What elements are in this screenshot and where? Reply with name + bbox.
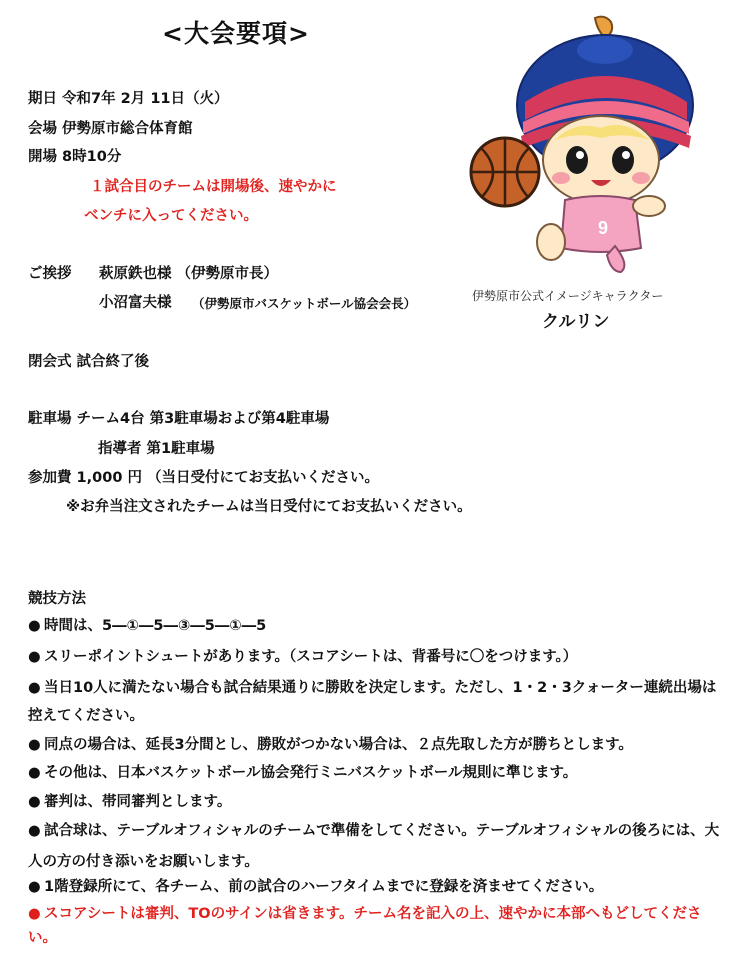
mascot-caption: 伊勢原市公式イメージキャラクター [472,289,664,303]
opening-note-2: ベンチに入ってください。 [84,208,258,224]
mascot-name: クルリン [542,312,610,332]
bullet: ● [28,649,41,665]
parking-line-2: 指導者 第1駐車場 [98,441,215,457]
bullet: ● [28,906,41,922]
rule-text: 同点の場合は、延長3分間とし、勝敗がつかない場合は、２点先取した方が勝ちとします。 [44,737,633,753]
jersey-number: 9 [598,218,609,238]
rule-item [28,873,603,901]
opening-note-1: １試合目のチームは開場後、速やかに [90,179,337,195]
bullet: ● [28,794,41,810]
mascot-illustration [465,10,705,275]
rule-item [28,643,577,671]
fee-note: ※お弁当注文されたチームは当日受付にてお支払いください。 [66,499,472,515]
date-line: 期日 令和7年 2月 11日（火） [28,91,229,107]
rule-text: 時間は、5―①―5―③―5―①―5 [44,618,267,634]
bullet: ● [28,618,41,634]
rules-heading: 競技方法 [28,591,86,607]
opening-line: 開場 8時10分 [28,149,122,165]
rule-item [28,731,633,759]
rule-text: 当日10人に満たない場合も試合結果通りに勝敗を決定します。ただし、1・2・3クォーター連続出場は控えてください。 [28,680,717,724]
rule-item [28,674,723,730]
greeting-label: ご挨拶 [28,266,72,282]
greeting-2-name: 小沼富夫様 [99,295,172,311]
fee-line: 参加費 1,000 円 （当日受付にてお支払いください。 [28,470,380,486]
bullet: ● [28,879,41,895]
kururin-mascot-image [465,10,705,275]
rule-text: スリーポイントシュートがあります。（スコアシートは、背番号に〇をつけます。） [44,649,578,665]
page-title: <大会要項> [162,19,310,48]
bullet: ● [28,823,41,839]
rule-item [28,759,577,787]
rule-text: 審判は、帯同審判とします。 [44,794,232,810]
rule-item [28,612,266,640]
venue-line: 会場 伊勢原市総合体育館 [28,121,193,137]
bullet: ● [28,765,41,781]
bullet: ● [28,737,41,753]
parking-line-1: 駐車場 チーム4台 第3駐車場および第4駐車場 [28,411,330,427]
rule-item [28,788,231,816]
greeting-1: 萩原鉄也様 （伊勢原市長） [99,266,279,282]
rule-text: 試合球は、テーブルオフィシャルのチームで準備をしてください。テーブルオフィシャルの後ろには、大人の方の付き添いをお願いします。 [28,823,720,870]
rule-text: その他は、日本バスケットボール協会発行ミニバスケットボール規則に準じます。 [44,765,578,781]
closing-line: 閉会式 試合終了後 [28,354,150,370]
rule-item [28,816,723,878]
greeting-2-role: （伊勢原市バスケットボール協会会長） [192,296,417,311]
rule-item-highlight [28,902,723,950]
rule-text: スコアシートは審判、TOのサインは省きます。チーム名を記入の上、速やかに本部へもどしてください。 [28,906,702,946]
bullet: ● [28,680,41,696]
rule-text: 1階登録所にて、各チーム、前の試合のハーフタイムまでに登録を済ませてください。 [44,879,604,895]
